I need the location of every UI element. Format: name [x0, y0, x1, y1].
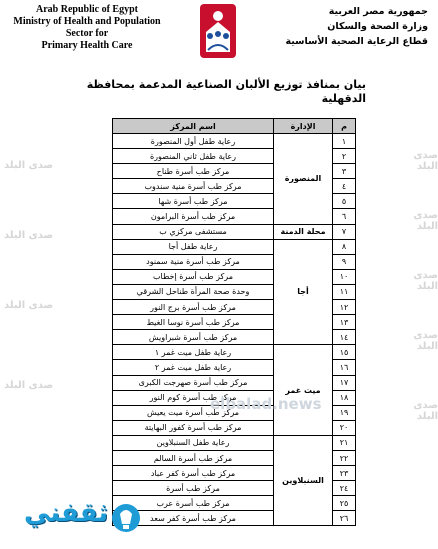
admin-name: محلة الدمنة [274, 224, 333, 239]
center-name: رعاية طفل ثاني المنصورة [113, 149, 274, 164]
center-name: مركز طب أسرة السالم [113, 450, 274, 465]
table-row [113, 435, 356, 450]
center-name: وحدة صحة المرأة طناحل الشرقي [113, 284, 274, 299]
row-number: ١٩ [333, 405, 356, 420]
row-number: ٢٤ [333, 481, 356, 496]
table-header-row [113, 119, 356, 134]
header-line: قطاع الرعاية الصحية الأساسية [285, 36, 428, 47]
row-number: ١٠ [333, 269, 356, 284]
row-number: ٦ [333, 209, 356, 224]
column-header-center: اسم المركز [113, 119, 274, 134]
distribution-table [112, 118, 356, 526]
center-name: مركز طب أسرة كفر سعد [113, 511, 274, 526]
watermark-side: صدى البلد [413, 150, 438, 172]
bulb-glass [120, 510, 132, 524]
admin-name: أجا [274, 239, 333, 345]
table-row [113, 134, 356, 149]
row-number: ١٤ [333, 330, 356, 345]
center-name: مركز طب أسرة عرب [113, 496, 274, 511]
center-name: مركز طب أسرة برج النور [113, 300, 274, 315]
center-name: مركز طب أسرة إخطاب [113, 269, 274, 284]
header-line: Primary Health Care [41, 40, 133, 51]
watermark-site: elbalad.news [210, 395, 322, 413]
column-header-number: م [333, 119, 356, 134]
admin-name: ميت غمر [274, 345, 333, 436]
row-number: ١٦ [333, 360, 356, 375]
row-number: ١٨ [333, 390, 356, 405]
center-name: مركز طب أسرة منية سندوب [113, 179, 274, 194]
row-number: ١ [333, 134, 356, 149]
center-name: مركز طب أسرة نوسا الغيط [113, 315, 274, 330]
center-name: مركز طب أسرة منية سمنود [113, 254, 274, 269]
table-row [113, 239, 356, 254]
header-english [8, 4, 166, 52]
center-name: مركز طب أسرة كفور البهايتة [113, 420, 274, 435]
center-name: رعاية طفل أول المنصورة [113, 134, 274, 149]
center-name: مركز طب أسرة البرامون [113, 209, 274, 224]
center-name: مركز طب أسرة شها [113, 194, 274, 209]
logo-figure-left [207, 33, 213, 39]
row-number: ١٢ [333, 300, 356, 315]
column-header-admin: الإدارة [274, 119, 333, 134]
center-name: مركز طب أسرة كوم النور [113, 390, 274, 405]
row-number: ٢٣ [333, 466, 356, 481]
center-name: مركز طب أسرة طناح [113, 164, 274, 179]
brand-text: ثقفني [24, 498, 109, 528]
header-line: Sector for [65, 28, 109, 39]
watermark-side: صدى البلد [4, 300, 54, 311]
center-name: رعاية طفل ميت غمر ٢ [113, 360, 274, 375]
header-line: جمهورية مصر العربية [328, 6, 428, 17]
row-number: ٢ [333, 149, 356, 164]
header-arabic [268, 4, 428, 49]
row-number: ٨ [333, 239, 356, 254]
row-number: ٢٥ [333, 496, 356, 511]
watermark-side: صدى البلد [4, 160, 54, 171]
logo-figure-right [223, 33, 229, 39]
watermark-side: صدى البلد [4, 380, 54, 391]
header-line: وزارة الصحة والسكان [327, 21, 428, 32]
center-name: مركز طب أسرة صهرجت الكبرى [113, 375, 274, 390]
watermark-side: صدى البلد [413, 210, 438, 232]
table-row [113, 224, 356, 239]
watermark-side: صدى البلد [4, 230, 54, 241]
table-row [113, 345, 356, 360]
row-number: ٢٠ [333, 420, 356, 435]
row-number: ١١ [333, 284, 356, 299]
logo-figure-center [215, 31, 221, 37]
watermark-side: صدى البلد [413, 330, 438, 352]
row-number: ٥ [333, 194, 356, 209]
center-name: مركز طب أسرة [113, 481, 274, 496]
center-name: مركز طب أسرة شبراويش [113, 330, 274, 345]
row-number: ٢٦ [333, 511, 356, 526]
row-number: ٧ [333, 224, 356, 239]
center-name: مركز طب أسرة كفر عباد [113, 466, 274, 481]
row-number: ٣ [333, 164, 356, 179]
row-number: ٢٢ [333, 450, 356, 465]
row-number: ٢١ [333, 435, 356, 450]
center-name: رعاية طفل أجا [113, 239, 274, 254]
row-number: ١٧ [333, 375, 356, 390]
header-line: Ministry of Health and Population [13, 16, 161, 27]
watermark-side: صدى البلد [413, 400, 438, 422]
logo-head [213, 11, 223, 21]
document-title: بيان بمنافذ توزيع الألبان الصناعية المدعمة بمحافظة الدقهلية [86, 78, 366, 105]
row-number: ١٥ [333, 345, 356, 360]
center-name: مركز طب أسرة ميت يعيش [113, 405, 274, 420]
watermark-side: صدى البلد [413, 270, 438, 292]
center-name: رعاية طفل السنبلاوين [113, 435, 274, 450]
header-line: Arab Republic of Egypt [36, 4, 138, 15]
bulb-base [123, 525, 129, 529]
row-number: ٤ [333, 179, 356, 194]
row-number: ٩ [333, 254, 356, 269]
center-name: رعاية طفل ميت غمر ١ [113, 345, 274, 360]
admin-name: المنصورة [274, 134, 333, 225]
center-name: مستشفى مركزي ب [113, 224, 274, 239]
row-number: ١٣ [333, 315, 356, 330]
admin-name: السنبلاوين [274, 435, 333, 526]
ministry-logo [186, 2, 250, 60]
